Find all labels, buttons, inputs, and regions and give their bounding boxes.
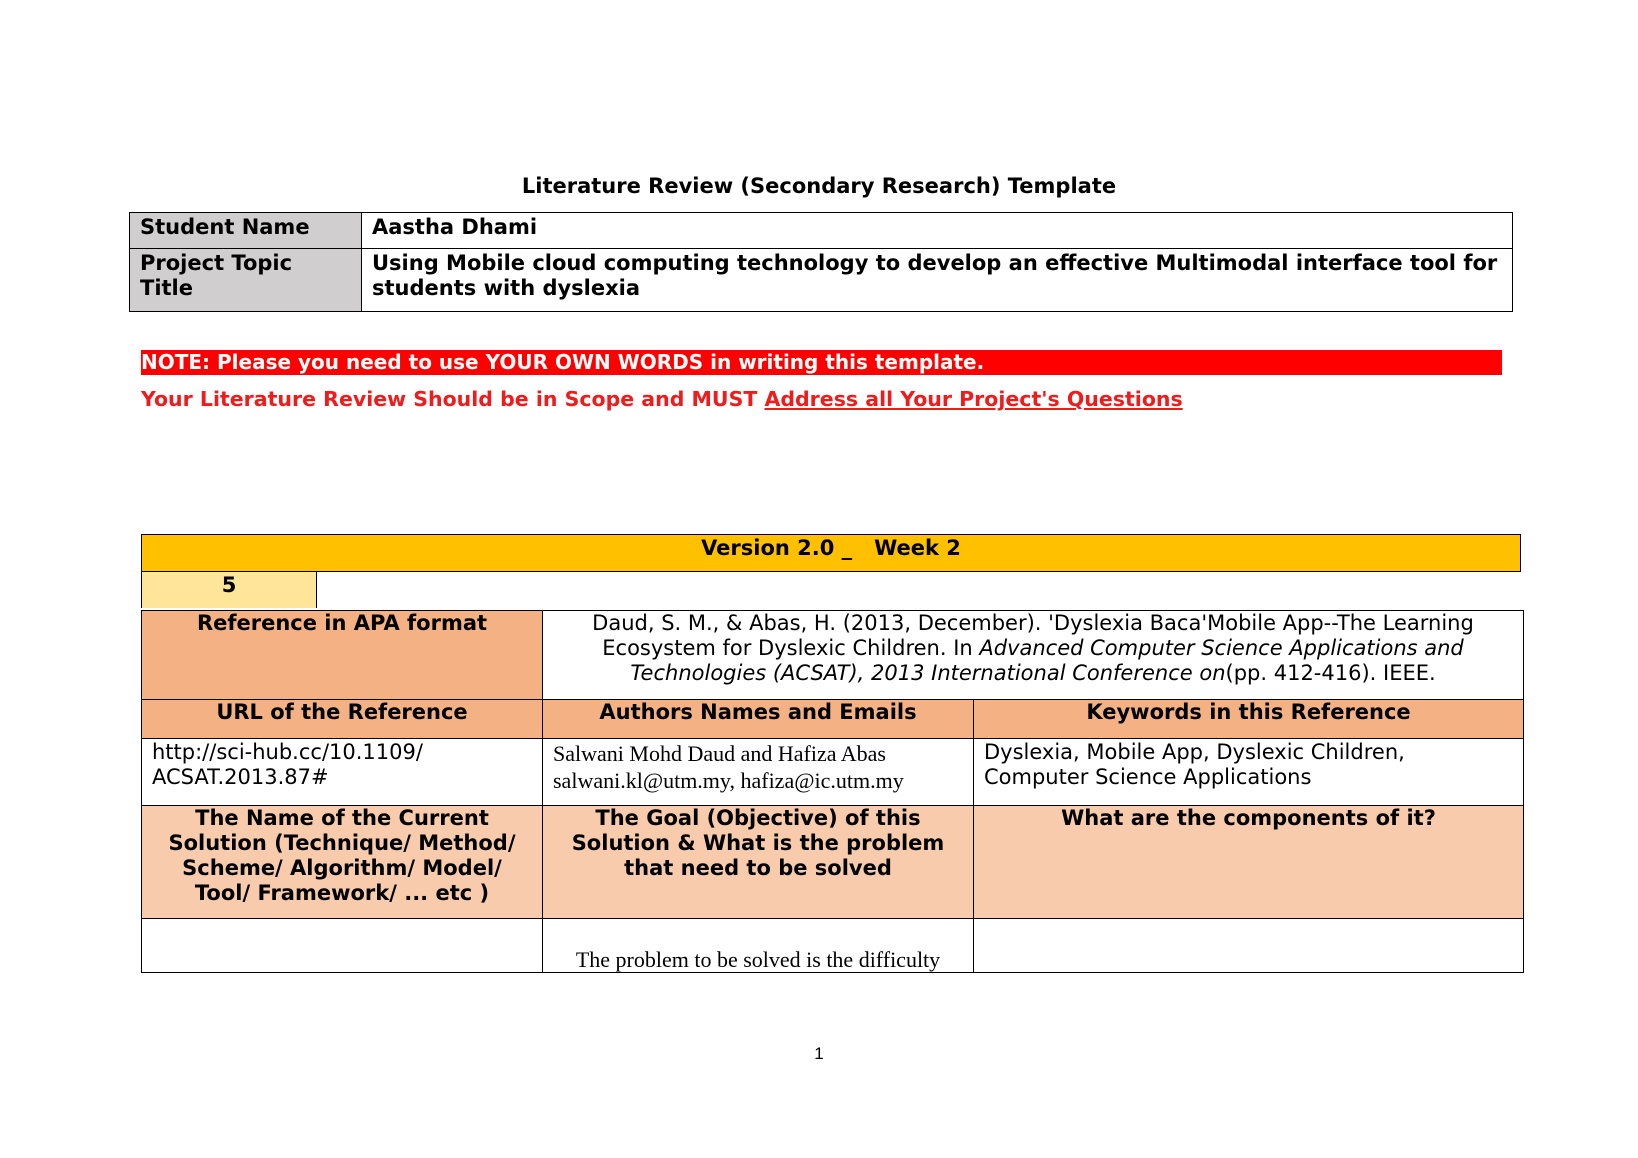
student-name-row [130,213,1513,249]
goal-label: The Goal (Objective) of this Solution & What is the problem that need to be solved [543,806,974,919]
scope-note-link[interactable]: Address all Your Project's Questions [764,387,1183,411]
components-label: What are the components of it? [974,806,1524,919]
components-value [974,919,1524,973]
goal-value: The problem to be solved is the difficulty [543,919,974,973]
reference-text-italic: Advanced Computer Science Applications and Technologies (ACSAT), 2013 International Conference on [630,636,1464,685]
student-name-value: Aastha Dhami [362,213,1513,249]
version-banner: Version 2.0 _ Week 2 [141,534,1521,572]
literature-review-table [141,610,1524,973]
keywords-label: Keywords in this Reference [974,700,1524,739]
reference-text-end: (pp. 412-416). IEEE. [1225,661,1436,685]
solution-header-row [142,806,1524,919]
project-topic-row [130,249,1513,312]
student-name-label: Student Name [130,213,362,249]
url-value[interactable]: http://sci-hub.cc/10.1109/ ACSAT.2013.87# [142,739,543,806]
solution-name-value [142,919,543,973]
url-label: URL of the Reference [142,700,543,739]
project-topic-label: Project Topic Title [130,249,362,312]
authors-emails: salwani.kl@utm.my, hafiza@ic.utm.my [553,768,904,793]
scope-note-prefix: Your Literature Review Should be in Scope and MUST [141,387,765,411]
solution-name-label: The Name of the Current Solution (Technique/ Method/ Scheme/ Algorithm/ Model/ Tool/ Framework/ ... etc ) [142,806,543,919]
reference-text [543,611,1524,700]
reference-row [142,611,1524,700]
reference-details-row [142,739,1524,806]
solution-content-row [142,919,1524,973]
authors-label: Authors Names and Emails [543,700,974,739]
week-number-cell: 5 [141,572,317,608]
scope-note [141,387,1183,411]
authors-value [543,739,974,806]
authors-names: Salwani Mohd Daud and Hafiza Abas [553,741,886,766]
document-title: Literature Review (Secondary Research) Template [521,174,1117,198]
reference-text-start: Daud, S. M., & Abas, H. (2013, December). 'Dyslexia Baca'Mobile App--The Learning Ecosystem for Dyslexic Children. In [592,611,1474,660]
page-number: 1 [814,1044,824,1063]
reference-label: Reference in APA format [142,611,543,700]
column-header-row [142,700,1524,739]
student-info-table [129,212,1513,312]
own-words-note: NOTE: Please you need to use YOUR OWN WORDS in writing this template. [141,350,1502,375]
project-topic-value: Using Mobile cloud computing technology to develop an effective Multimodal interface tool for students with dyslexia [362,249,1513,312]
keywords-value: Dyslexia, Mobile App, Dyslexic Children, Computer Science Applications [974,739,1524,806]
